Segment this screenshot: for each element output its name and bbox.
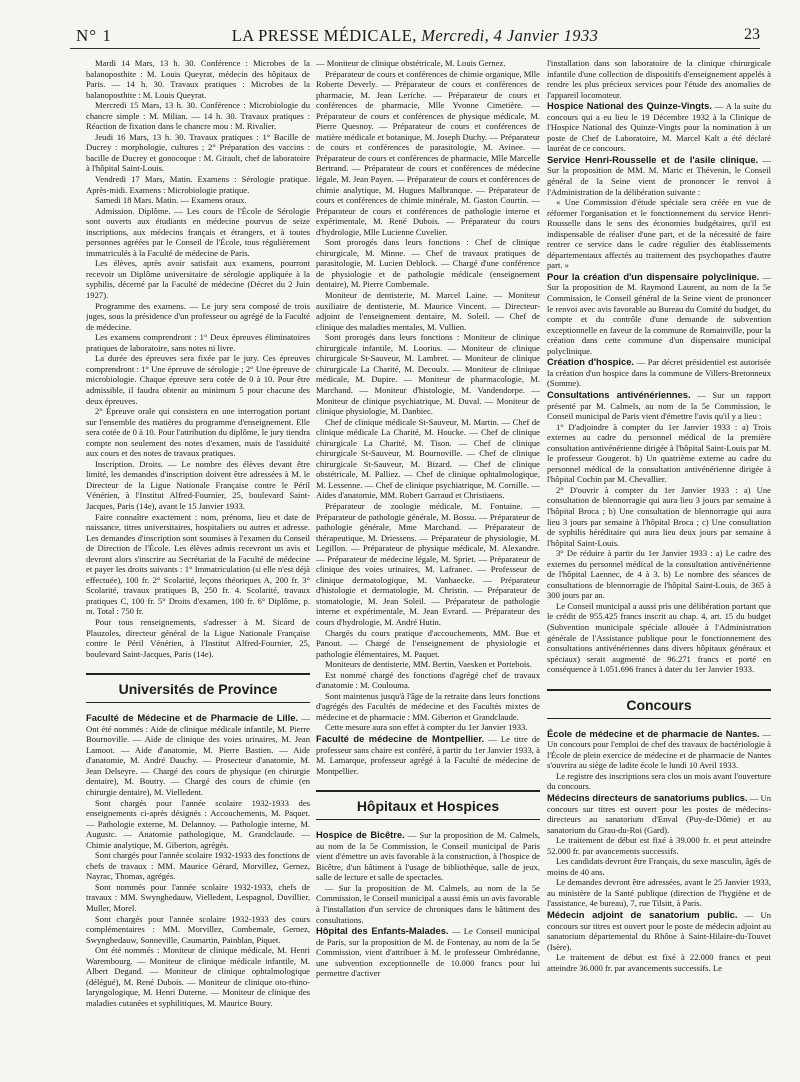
- paragraph: Préparateur de zoologie médicale, M. Fontaine. — Préparateur de pathologie générale, M. Bossu. — Préparateur de pathologie générale, Mme Marchand. — Préparateur de thérapeutique, M. Driessens. — Préparateur de physiologie, M. Legillon. — Préparateur de physique médicale, M. Alexandre. — Préparateur de médecine légale, M. Spriet. — Préparateur de clinique des voies urinaires, M. Lafranec. — Professeur de clinique dermatologique, M. Vanhaecke. — Préparateur d'histologie et dermatologie, M. Christin. — Préparateur de stomatologie, M. Jean Soleil. — Préparateur de pathologie interne et expérimentale, M. Jean Evrard. — Préparateur des cours d'hydrologie, M. André Hutin.: [316, 500, 540, 627]
- paragraph: Sont maintenus jusqu'à l'âge de la retraite dans leurs fonctions d'agrégés des Facultés de médecine et des Facultés mixtes de médecine et de pharmacie : MM. Giberton et Grandclaude.: [316, 690, 540, 722]
- paragraph: 2° D'ouvrir à compter du 1er Janvier 1933 : a) Une consultation de blennorragie qui aura lieu 3 jours par semaine à l'hôpital Broca ; b) Une consultation de blennorragie qui aura lieu 3 jours par semaine à l'hôpital Broca ; c) Une consultation de syphilis héréditaire qui aura lieu deux jours par semaine à l'hôpital Saint-Louis.: [547, 484, 771, 548]
- article-text: — Sur la proposition de M. Calmels, au nom de la 5e Commission, le Conseil municipal de Paris vient d'émettre un avis favorable à la construction, à l'hospice de Bicêtre, d'un bâtiment à l'usage de bibliothèque, salle de jeux, salle de lecture et salle de spectacles.: [316, 830, 540, 883]
- paragraph: Moniteurs de dentisterie, MM. Bertin, Vaesken et Portebois.: [325, 659, 532, 670]
- paragraph: Le traitement de début est fixé à 22.000 francs et peut atteindre 36.000 fr. par avancements successifs. Le: [547, 952, 771, 973]
- paragraph: Le demandes devront être adressées, avant le 25 Janvier 1933, au ministère de la Santé publique (direction de l'hygiène et de l'assistance, 4e bureau), 7, rue Tilsitt, à Paris.: [547, 877, 771, 909]
- issue-date: Mercredi, 4 Janvier 1933: [421, 26, 599, 45]
- paragraph: — Moniteur de clinique obstétricale, M. Louis Gernez.: [316, 58, 506, 68]
- paragraph: Ont été nommés : Moniteur de clinique médicale, M. Henri Warembourg. — Moniteur de clinique médicale infantile, M. Albert Degand. — Moniteur de clinique ophtalmologique (délégué), M. René Dubois. — Moniteur de clinique oto-rhino-laryngologique, M. Henri Duterne. — Moniteur de clinique des maladies cutanées et syphilitiques, M. Maurice Boury.: [86, 945, 310, 1008]
- paragraph: Inscription. Droits. — Le nombre des élèves devant être limité, les demandes d'inscription doivent être adressées à M. le Directeur de la Ligue Nationale Française contre le Péril Vénérien, à l'Institut Alfred-Fournier, 25, boulevard Saint-Jacques, Paris (14e), avant le 15 Janvier 1933.: [86, 458, 310, 511]
- paragraph: Moniteur de dentisterie, M. Marcel Laine. — Moniteur auxiliaire de dentisterie, M. Maurice Vincent. — Directeur-adjoint de l'enseignement dentaire, M. Soleil. — Chef de clinique des maladies mentales, M. Vullien.: [316, 290, 540, 332]
- journal-name: LA PRESSE MÉDICALE,: [231, 26, 417, 45]
- article-text: — Ont été nommés : Aide de clinique médicale infantile, M. Pierre Bournoville. — Aide de clinique des voies urinaires, M. Jean Lamoot. — Aide d'anatomie, M. Pierre Bastien. — Aide d'anatomie, M. André Dauchy. — Prosecteur d'anatomie, M. Jean Delseyre. — Chargé des cours de physique (en chirurgie dentaire), M. Boutry. — Chargé des cours de chimie (en chirurgie dentaire), M. Vielledent.: [86, 713, 310, 797]
- paragraph: 3° De réduire à partir du 1er Janvier 1933 : a) Le cadre des externes du personnel médical de la consultation antivénérienne de l'hôpital Laennec, de 4 à 3. b) Le nombre des séances de consultations de blennorragie de l'hôpital Saint-Louis, de 365 à 300 jours par an.: [547, 548, 771, 601]
- article-heading: Hôpital des Enfants-Malades.: [316, 925, 449, 937]
- article-text: — Sur la proposition de MM. M. Maric et Thévenin, le Conseil général de la Seine vient de prononcer le renvoi à l'Administration de la délibération suivante :: [547, 154, 771, 197]
- column-2: [316, 58, 540, 1073]
- paragraph: Le Conseil municipal a aussi pris une délibération portant que le crédit de 955.425 francs inscrit au chap. 4, art. 15 du budget (Subvention municipale spéciale allouée à l'Administration générale de l'Assistance publique pour le fonctionnement des consultations antivénériennes dans divers hôpitaux généraux et spéciaux) serait augmenté de 96.271 francs et porté en conséquence à 1.051.696 francs à dater du 1er Janvier 1933.: [547, 600, 771, 675]
- paragraph: — Sur la proposition de M. Calmels, au nom de la 5e Commission, le Conseil municipal a aussi émis un avis favorable à l'installation d'un service de chroniques dans le bâtiment des consultations.: [316, 882, 540, 925]
- article-text: — Un concours pour l'emploi de chef des travaux de bactériologie à l'École de plein exercice de médecine et de pharmacie de Nantes s'ouvrira au siège de ladite école le lundi 10 Avril 1933.: [547, 728, 771, 771]
- paragraph: Pour tous renseignements, s'adresser à M. Sicard de Plauzoles, directeur général de la Ligue Nationale Française contre le Péril Vénérien, à l'Institut Alfred-Fournier, 25, boulevard Saint-Jacques, Paris (14e).: [86, 616, 310, 659]
- column-3: [547, 58, 771, 1073]
- section-heading-universites: Universités de Province: [86, 673, 310, 703]
- journal-title: [70, 26, 760, 46]
- paragraph: Le registre des inscriptions sera clos un mois avant l'ouverture du concours.: [547, 770, 771, 792]
- article-heading: École de médecine et de pharmacie de Nantes.: [547, 727, 760, 739]
- article-heading: Hospice de Bicêtre.: [316, 829, 405, 841]
- article-heading: Faculté de Médecine et de Pharmacie de Lille.: [86, 712, 299, 724]
- paragraph: Chargés du cours pratique d'accouchements, MM. Bue et Panout. — Chargé de l'enseignement de physiologie et pathologie élémentaires, M. Paquet.: [316, 627, 540, 659]
- header-rule: [70, 48, 760, 49]
- paragraph: Faire connaître exactement : nom, prénoms, lieu et date de naissance, titres universitaires, hospitaliers ou autres et adresse. Les demandes d'inscription sont soumises à l'examen du Conseil de Direction de l'École. Les élèves admis recevront un avis et devront alors s'inscrire au Secrétariat de la Faculté de médecine et payer les droits suivants : 1° Immatriculation (si elle n'est déjà effectuée), 100 fr. 2° Scolarité, leçons théoriques A, 200 fr. 3° Scolarité, travaux pratiques B, 250 fr. 4. Scolarité, travaux pratiques C, 100 fr. 5° Droits d'examen, 100 fr. 6° Diplôme, p. m. Total : 750 fr.: [86, 511, 310, 617]
- article-text: — Sur la proposition de M. Raymond Laurent, au nom de la 5e Commission, le Conseil général de la Seine vient de prononcer le renvoi avec avis favorable au Bureau du Comité du budget, du compte et du contrôle d'une demande de subvention exceptionnelle en faveur de la commune de Romainville, pour la création dans cette commune d'un dispensaire municipal polyclinique.: [547, 271, 771, 356]
- article-heading: Hospice National des Quinze-Vingts.: [547, 100, 712, 112]
- article-heading: Consultations antivénériennes.: [547, 388, 691, 400]
- section-heading-concours: Concours: [547, 689, 771, 719]
- paragraph: Le traitement de début est fixé à 39.000 fr. et peut atteindre 52.000 fr. par avancements successifs.: [547, 835, 771, 856]
- paragraph: Sont prorogés dans leurs fonctions : Chef de clinique chirurgicale, M. Minne. — Chef de travaux pratiques de parasitologie, M. Lucien Deblock. — Chargé d'une conférence de physiologie et de pathologie médicale (enseignement dentaire), M. Pierre Combemale.: [316, 237, 540, 290]
- article-text: — Par décret présidentiel est autorisée la création d'un hospice dans la commune de Villers-Bretonneux (Somme).: [547, 357, 771, 389]
- paragraph: Sont nommés pour l'année scolaire 1932-1933, chefs de travaux : MM. Swynghedauw, Vielledent, Lespagnol, Duvillier, Muller, Morel.: [86, 881, 310, 914]
- issue-number: N° 1: [76, 26, 112, 45]
- page-number: 23: [744, 26, 760, 43]
- article-heading: Faculté de médecine de Montpellier.: [316, 733, 485, 744]
- paragraph: Est nommé chargé des fonctions d'agrégé chef de travaux d'anatomie : M. Coulouma.: [316, 669, 540, 691]
- paragraph: Les élèves, après avoir satisfait aux examens, pourront recevoir un Diplôme universitaire de sérologie appliquée à la syphilis, décerné par la Faculté de médecine (Décret du 2 Juin 1927).: [86, 258, 310, 301]
- article-text: — Un concours sur titres est ouvert pour le poste de médecin adjoint au sanatorium départemental du Rhône à Saint-Hilaire-du-Touvet (Isère).: [547, 910, 771, 952]
- paragraph: La durée des épreuves sera fixée par le jury. Ces épreuves comprendront : 1° Une épreuve de sérologie ; 2° Une épreuve de microbiologie. Chaque épreuve sera cotée de 0 à 10. Pour être admissible, il faudra obtenir au minimum 5 pour chacune des deux épreuves.: [86, 353, 310, 406]
- paragraph: Préparateur de cours et conférences de chimie organique, Mlle Roberte Deverly. — Préparateur de cours et conférences de pharmacie, M. Jean Leriche. — Préparateur de cours et conférences de pharmacie, Mlle Yvonne Cimetière. — Préparateur de cours et conférences de physique médicale, M. Pierre Quesnoy. — Préparateur de cours et conférences de matière médicale et botanique, M. Joseph Duchy. — Préparateur de cours et conférences de parasitologie, M. Avinee. — Préparateur de cours et conférences de pharmacie, Mlle Marcelle Bertrand. — Préparateur de cours et conférences de médecine légale, M. Jean Payen. — Préparateur de cours et conférences de chimie analytique, M. Hugues Malbranque. — Préparateur de cours et conférences de chimie minérale, M. Gaston Courtin. — Préparateur de cours et conférences de pathologie interne et expérimentale, M. René Dubois. — Préparateur du cours d'hydrologie, Mlle Lucienne Cuvelier.: [316, 68, 540, 237]
- paragraph: Mercredi 15 Mars, 13 h. 30. Conférence : Microbiologie du chancre simple : M. Milian. — 14 h. 30. Travaux pratiques : Réaction de fixation dans le chancre mou : M. Rivalier.: [86, 100, 310, 132]
- paragraph: Jeudi 16 Mars, 13 h. 30. Travaux pratiques : 1° Bacille de Ducrey : morphologie, cultures ; 2° Préparation des vaccins : bacille de Ducrey et gonocoque : M. Girault, chef de laboratoire à l'hôpital Saint-Louis.: [86, 131, 310, 174]
- paragraph: Cette mesure aura son effet à compter du 1er Janvier 1933.: [325, 722, 528, 733]
- article-heading: Pour la création d'un dispensaire polyclinique.: [547, 270, 760, 282]
- article-text: — Un concours sur titres est ouvert pour les postes de médecins-directeurs au sanatorium d'Enval (Puy-de-Dôme) et au sanatorium du Grau-du-Roi (Gard).: [547, 793, 771, 835]
- paragraph: Sont prorogés dans leurs fonctions : Moniteur de clinique chirurgicale infantile, M. Loorius. — Moniteur de clinique chirurgicale St-Sauveur, M. Lambret. — Moniteur de clinique chirurgicale La Charité, M. Decoulx. — Moniteur de clinique médicale, M. Dupire. — Moniteur de pharmacologie, M. Marchand. — Moniteur d'histologie, M. Vandendorpe. — Moniteur de clinique psychiatrique, M. Duval. — Moniteur de clinique physiologie, M. Danbiec.: [316, 332, 540, 417]
- paragraph: l'installation dans son laboratoire de la clinique chirurgicale infantile d'une collection de dispositifs d'enseignement appelés à rendre les plus précieux services pour l'étude des anomalies de l'appareil locomoteur.: [547, 58, 771, 100]
- paragraph: Sont chargés pour l'année scolaire 1932-1933 des cours complémentaires : MM. Morvillez, Combemale, Gernez, Swynghedauw, Sonneville, Caumartin, Painblan, Piquet.: [86, 913, 310, 945]
- column-1: [86, 58, 310, 1073]
- paragraph: Les examens comprendront : 1° Deux épreuves éliminatoires pratiques de laboratoire, sans notes ni livre.: [86, 332, 310, 353]
- article-heading: Service Henri-Rousselle et de l'asile clinique.: [547, 153, 759, 165]
- article-text: — Le Conseil municipal de Paris, sur la proposition de M. de Fontenay, au nom de la 5e Commission, vient d'attribuer à M. le professeur Ombrédanne, une subvention exceptionnelle de 10.000 francs pour lui permettre d'activer: [316, 926, 540, 979]
- paragraph: Les candidats devront être Français, du sexe masculin, âgés de moins de 40 ans.: [547, 856, 771, 877]
- paragraph: Mardi 14 Mars, 13 h. 30. Conférence : Microbes de la balanoposthite : M. Louis Queyrat, médecin des hôpitaux de Paris. — 14 h. 30. Travaux pratiques : Microbes de la balanoposthite : M. Louis Queyrat.: [86, 58, 310, 100]
- paragraph: Sont chargés pour l'année scolaire 1932-1933 des enseignements ci-après désignés : Accouchements, M. Paquet. — Pathologie externe, M. Delannoy. — Pathologie interne, M. Augustc. — Anatomie pathologique, M. Grandclaude. — Chimie analytique, M. Giberton, agrégés.: [86, 797, 310, 850]
- paragraph: Sont chargés pour l'année scolaire 1932-1933 des fonctions de chefs de travaux : MM. Maurice Gérard, Morvillez, Gernez, Nayrac, Thomas, agrégés.: [86, 850, 310, 882]
- paragraph: 2° Épreuve orale qui consistera en une interrogation portant sur l'ensemble des matières du programme d'enseignement. Elle sera cotée de 0 à 10. Pour l'attribution du diplôme, le jury tiendra compte non seulement des notes d'examen, mais de l'assiduité aux cours et des notes de travaux pratiques.: [86, 406, 310, 459]
- paragraph: 1° D'adjoindre à compter du 1er Janvier 1933 : a) Trois externes au cadre du personnel médical de la première consultation antivénérienne dirigée à l'hôpital Saint-Louis par M. le professeur Gougerot. b) Un quatrième externe au cadre du personnel médical de la consultation antivénérienne dirigée à l'hôpital Cochin par M. Chevallier.: [547, 421, 771, 485]
- paragraph: Chef de clinique médicale St-Sauveur, M. Martin. — Chef de clinique médicale La Charité, M. Houcke. — Chef de clinique chirurgicale La Charité, M. Tison. — Chef de clinique chirurgicale St-Sauveur, M. Bournoville. — Chef de clinique chirurgicale St-Sauveur, M. Bizard. — Chef de clinique obstétricale, M. Palliez. — Chef de clinique ophtalmologique, M. Lessenne. — Chef de clinique psychiatrique, M. Cornille. — Aides d'anatomie, MM. Robert Garraud et Christiaens.: [316, 416, 540, 501]
- paragraph: Samedi 18 Mars. Matin. — Examens oraux.: [95, 195, 247, 206]
- article-text: — A la suite du concours qui a eu lieu le 19 Décembre 1932 à la Clinique de l'Hospice National des Quinze-Vingts pour la nomination à un poste de Chef de Laboratoire, M. Marcel Kalt a été déclaré lauréat de ce concours.: [547, 101, 771, 154]
- paragraph: « Une Commission d'étude spéciale sera créée en vue de réformer l'organisation et le fonctionnement du service Henri-Rousselle dans le sens des économies budgétaires, qu'il est indispensable de réaliser d'une part, et de la nécessité de faire rentrer ce service dans le cadre régulier des établissements départementaux affectés au traitement des psychopathes d'autre part. »: [547, 197, 771, 271]
- page-header: [70, 26, 760, 48]
- article-heading: Médecin adjoint de sanatorium public.: [547, 909, 738, 921]
- section-heading-hopitaux: Hôpitaux et Hospices: [316, 790, 540, 820]
- article-text: — Le titre de professeur sans chaire est conféré, à partir du 1er Janvier 1933, à M. Lamarque, professeur agrégé à la Faculté de médecine de Montpellier.: [316, 734, 540, 776]
- article-heading: Création d'hospice.: [547, 356, 635, 368]
- paragraph: Programme des examens. — Le jury sera composé de trois juges, sous la présidence d'un professeur ou agrégé de la Faculté de médecine.: [86, 300, 310, 332]
- paragraph: Vendredi 17 Mars, Matin. Examens : Sérologie pratique. Après-midi. Examens : Microbiologie pratique.: [86, 174, 310, 195]
- article-heading: Médecins directeurs de sanatoriums publics.: [547, 792, 748, 803]
- paragraph: Admission. Diplôme. — Les cours de l'École de Sérologie sont ouverts aux étudiants en médecine pourvus de seize inscriptions, aux médecins français et étrangers, et à toutes personnes agréées par le Conseil de l'École, tous régulièrement immatriculés à la Faculté de médecine de Paris.: [86, 205, 310, 258]
- article-text: — Sur un rapport présenté par M. Calmels, au nom de la 5e Commission, le Conseil municipal de Paris vient d'émettre l'avis qu'il y a lieu :: [547, 389, 771, 422]
